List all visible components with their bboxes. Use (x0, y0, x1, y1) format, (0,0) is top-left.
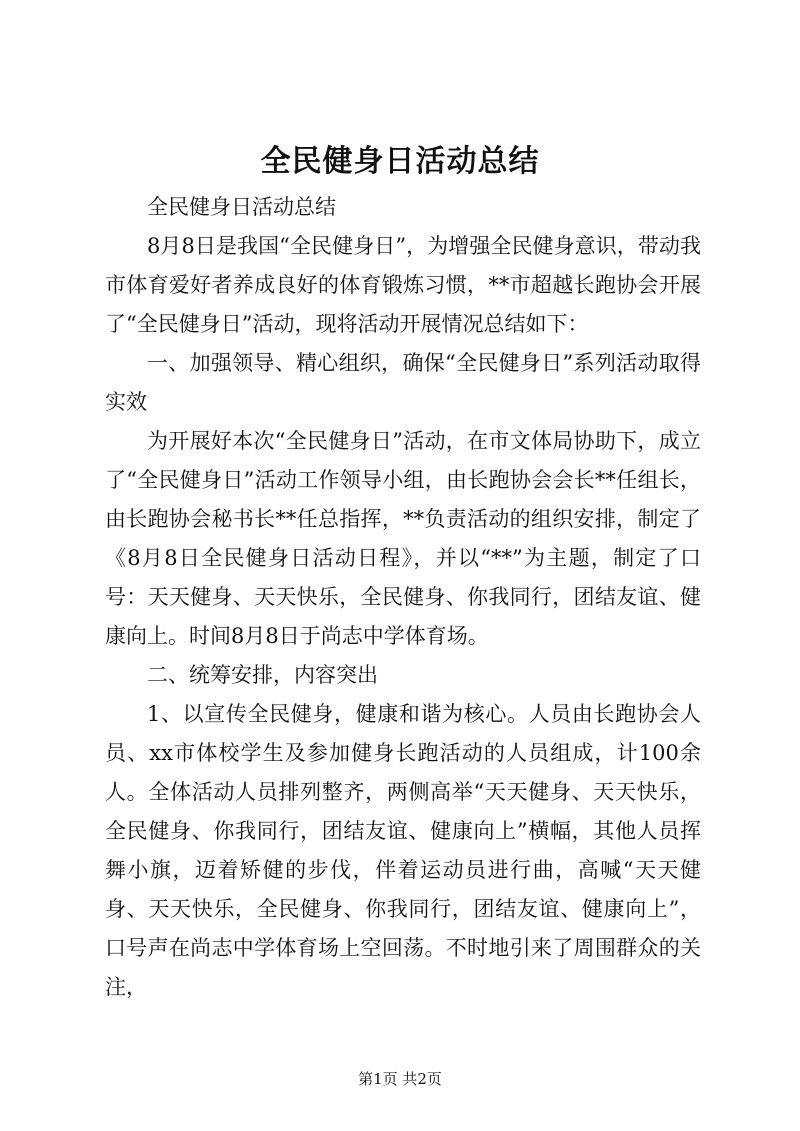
document-body (105, 188, 701, 1007)
paragraph-subtitle: 全民健身日活动总结 (147, 195, 336, 219)
document-title: 全民健身日活动总结 (260, 144, 540, 179)
paragraph-activity: 1、以宣传全民健身，健康和谐为核心。人员由长跑协会人员、xx市体校学生及参加健身长跑活动的人员组成，计100余人。全体活动人员排列整齐，两侧高举“天天健身、天天快乐，全民健身、你我同行，团结友谊、健康向上”横幅，其他人员挥舞小旗，迈着矫健的步伐，伴着运动员进行曲，高喊“天天健身、天天快乐，全民健身、你我同行，团结友谊、健康向上”，口号声在尚志中学体育场上空回荡。不时地引来了周围群众的关注， (105, 702, 701, 999)
paragraph-intro: 8月8日是我国“全民健身日”，为增强全民健身意识，带动我市体育爱好者养成良好的体育锻炼习惯，**市超越长跑协会开展了“全民健身日”活动，现将活动开展情况总结如下： (105, 234, 701, 336)
paragraph-organization: 为开展好本次“全民健身日”活动，在市文体局协助下，成立了“全民健身日”活动工作领导小组，由长跑协会会长**任组长，由长跑协会秘书长**任总指挥，**负责活动的组织安排，制定了《8月8日全民健身日活动日程》，并以“**”为主题，制定了口号：天天健身、天天快乐，全民健身、你我同行，团结友谊、健康向上。时间8月8日于尚志中学体育场。 (105, 429, 701, 648)
page-footer: 第1页 共2页 (358, 1070, 442, 1088)
paragraph-heading-1: 一、加强领导、精心组织，确保“全民健身日”系列活动取得实效 (105, 351, 701, 414)
paragraph-heading-2: 二、统筹安排，内容突出 (147, 663, 378, 687)
